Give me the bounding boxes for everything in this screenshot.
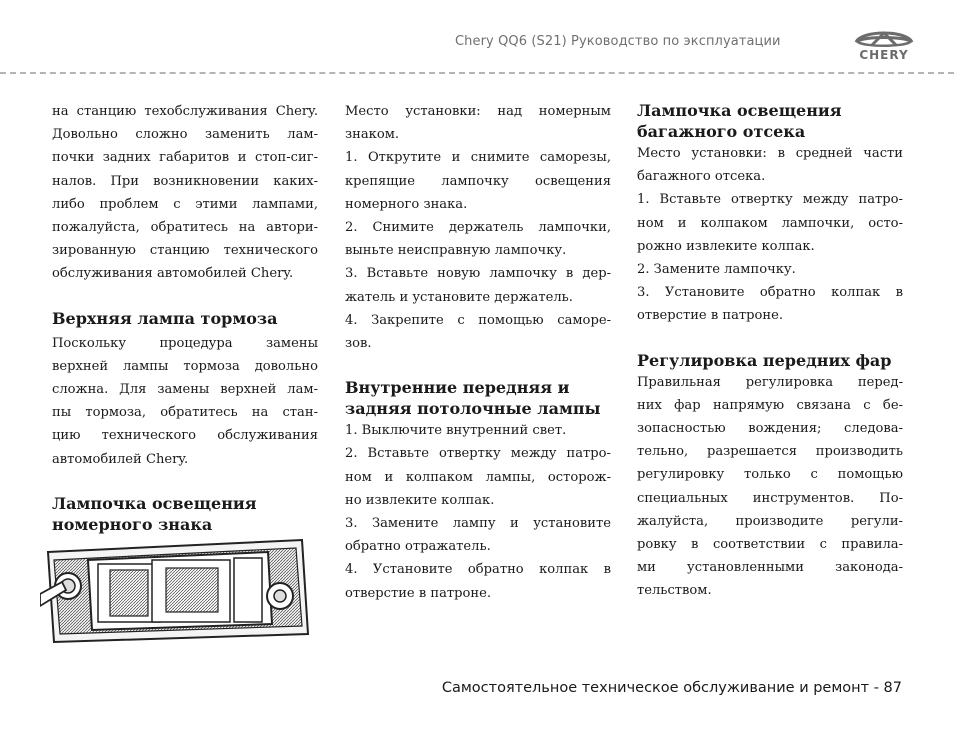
text-line: тельством.: [637, 583, 712, 599]
section-heading-interior-lamps: задняя потолочные лампы: [345, 399, 601, 419]
text-line: зов.: [345, 336, 372, 352]
text-line: 1. Выключите внутренний свет.: [345, 423, 567, 439]
section-heading-interior-lamps: Внутренние передняя и: [345, 378, 570, 398]
text-line: но извлеките колпак.: [345, 492, 495, 508]
text-line: цию технического обслуживания: [52, 428, 318, 444]
text-line: Поскольку процедура замены: [52, 335, 318, 351]
text-line: них фар напрямую связана с бе-: [637, 397, 903, 413]
column-1: [52, 100, 318, 535]
text-line: багажного отсека.: [637, 169, 766, 185]
text-line: 2. Замените лампочку.: [637, 262, 796, 278]
text-line: Место установки: в средней части: [637, 146, 903, 161]
text-line: выньте неисправную лампочку.: [345, 243, 567, 259]
page-footer: Самостоятельное техническое обслуживание и ремонт - 87: [441, 680, 902, 696]
text-line: номерного знака.: [345, 196, 468, 212]
text-line: 3. Установите обратно колпак в: [637, 285, 903, 301]
text-line: ровку в соответствии с правила-: [637, 537, 903, 553]
text-line: крепящие лампочку освещения: [345, 173, 611, 189]
text-line: обслуживания автомобилей Chery.: [52, 266, 294, 282]
text-line: отверстие в патроне.: [637, 308, 784, 324]
text-line: 2. Вставьте отвертку между патро-: [345, 446, 611, 462]
text-line: 3. Вставьте новую лампочку в дер-: [345, 266, 611, 282]
text-line: автомобилей Chery.: [52, 451, 189, 467]
text-line: почки задних габаритов и стоп-сиг-: [52, 150, 318, 166]
text-line: пы тормоза, обратитесь на стан-: [52, 405, 318, 421]
text-line: зопасностью вождения; следова-: [637, 421, 903, 437]
text-line: 2. Снимите держатель лампочки,: [345, 220, 611, 236]
text-line: 4. Установите обратно колпак в: [345, 562, 611, 578]
text-line: тельно, разрешается производить: [637, 444, 903, 460]
section-heading-plate-lamp: Лампочка освещения: [52, 493, 257, 513]
text-line: 1. Открутите и снимите саморезы,: [345, 150, 611, 166]
text-line: верхней лампы тормоза довольно: [52, 358, 318, 374]
section-heading-headlight-adjustment: Регулировка передних фар: [637, 350, 892, 370]
section-heading-upper-brake-lamp: Верхняя лампа тормоза: [52, 308, 278, 328]
text-line: Правильная регулировка перед-: [637, 374, 903, 390]
text-line: жалуйста, производите регули-: [637, 513, 903, 529]
text-line: ми установленными законода-: [637, 560, 903, 576]
header-divider: [0, 72, 954, 74]
text-line: 3. Замените лампу и установите: [345, 516, 611, 532]
column-3: [637, 100, 903, 603]
text-line: зированную станцию технического: [52, 243, 318, 259]
text-line: рожно извлеките колпак.: [637, 238, 815, 254]
section-heading-trunk-lamp: Лампочка освещения: [637, 101, 842, 120]
text-line: Довольно сложно заменить лам-: [52, 127, 318, 143]
license-plate-lamp-illustration-icon: [40, 538, 310, 644]
text-line: регулировку только с помощью: [637, 467, 903, 483]
section-heading-plate-lamp: номерного знака: [52, 514, 213, 534]
text-line: ном и колпаком лампы, осторож-: [345, 469, 611, 485]
text-line: пожалуйста, обратитесь на автори-: [52, 220, 318, 236]
text-line: Место установки: над номерным: [345, 104, 611, 119]
text-line: 1. Вставьте отвертку между патро-: [637, 192, 903, 208]
text-line: ном и колпаком лампочки, осто-: [637, 215, 903, 231]
text-line: на станцию техобслуживания Chery.: [52, 104, 318, 119]
text-line: специальных инструментов. По-: [637, 490, 903, 506]
text-line: 4. Закрепите с помощью саморе-: [345, 312, 611, 328]
text-line: либо проблем с этими лампами,: [52, 196, 318, 212]
manual-title: Chery QQ6 (S21) Руководство по эксплуатации: [455, 34, 781, 49]
section-heading-trunk-lamp: багажного отсека: [637, 122, 806, 141]
text-line: жатель и установите держатель.: [345, 289, 573, 305]
chery-logo-text: CHERY: [859, 48, 909, 62]
text-line: обратно отражатель.: [345, 539, 491, 555]
column-2: [345, 100, 611, 605]
text-line: налов. При возникновении каких-: [52, 173, 318, 189]
text-line: отверстие в патроне.: [345, 585, 492, 601]
text-line: сложна. Для замены верхней лам-: [52, 382, 318, 398]
text-line: знаком.: [345, 127, 400, 143]
